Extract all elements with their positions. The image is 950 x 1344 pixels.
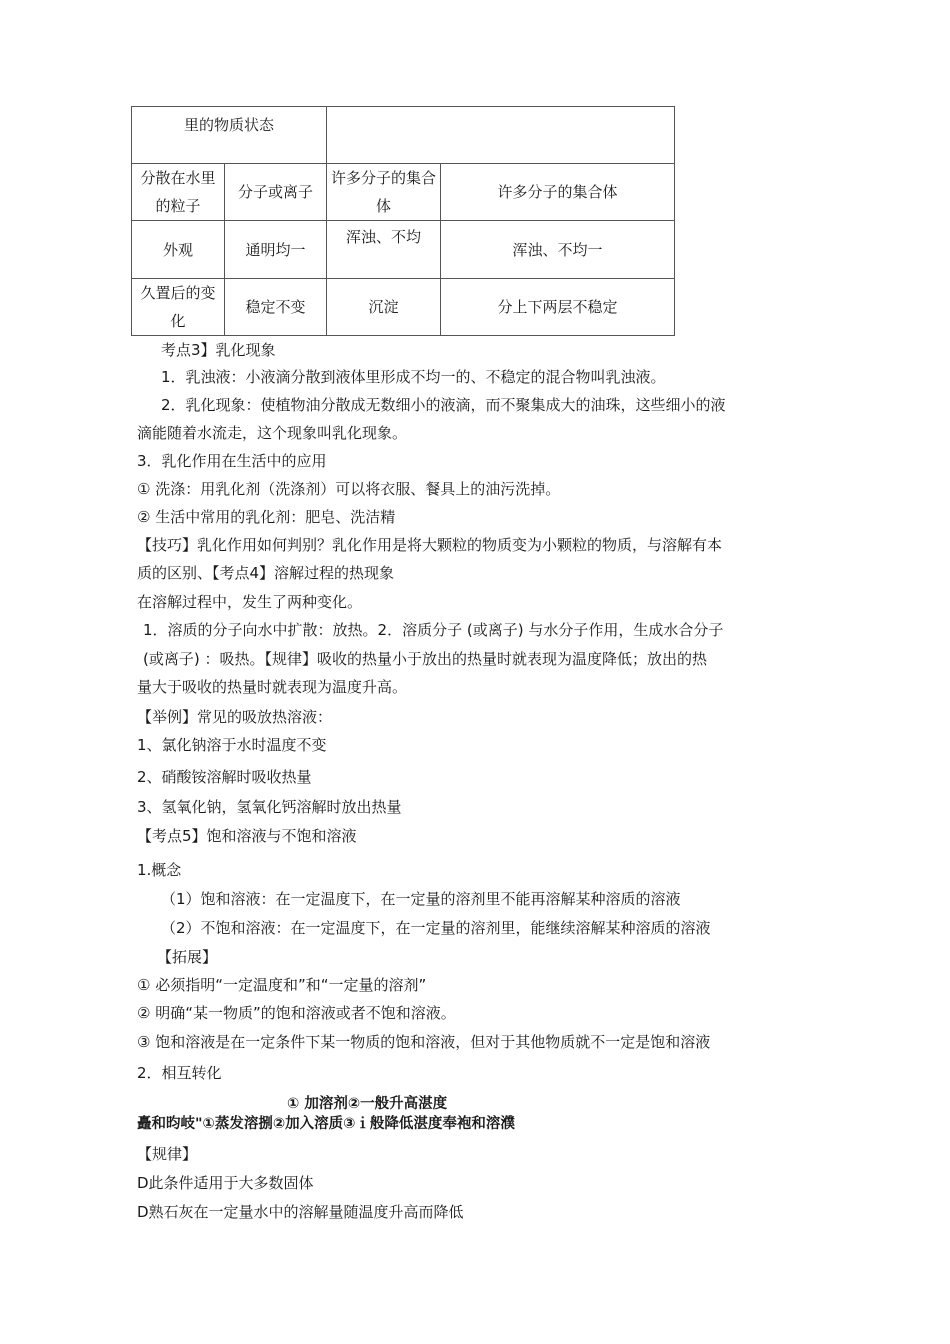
paragraph-line: 【技巧】乳化作用如何判别？乳化作用是将大颗粒的物质变为小颗粒的物质，与溶解有本 [137,536,723,554]
paragraph-line: 2．乳化现象：使植物油分散成无数细小的液滴，而不聚集成大的油珠，这些细小的液 [161,396,726,414]
table-row [132,279,675,336]
table-cell: 外观 [132,221,225,279]
paragraph-line: 量大于吸收的热量时就表现为温度升高。 [137,678,408,696]
table-cell: 浑浊、不均一 [441,221,675,279]
paragraph-line: 3．乳化作用在生活中的应用 [137,452,327,470]
table-cell: 稳定不变 [225,279,327,336]
paragraph-line: 1．乳浊液：小液滴分散到液体里形成不均一的、不稳定的混合物叫乳浊液。 [161,368,666,386]
table-cell [327,107,675,164]
conversion-diagram-text: 矗和昀岐"①蒸发溶捌②加入溶质③ｉ般降低湛度奉袍和溶濮 [137,1116,515,1132]
list-item: D此条件适用于大多数固体 [137,1174,314,1192]
paragraph-line: 2．相互转化 [137,1064,222,1082]
paragraph-line: (或离子) ：吸热。【规律】吸收的热量小于放出的热量时就表现为温度降低；放出的热 [143,650,707,668]
paragraph-line: 1．溶质的分子向水中扩散：放热。2．溶质分子 (或离子) 与水分子作用，生成水合分子 [143,621,724,639]
list-item: D熟石灰在一定量水中的溶解量随温度升高而降低 [137,1203,464,1221]
table-row [132,107,675,164]
table-cell: 分散在水里的粒子 [132,164,225,221]
table-row [132,164,675,221]
list-item: 1、氯化钠溶于水时温度不变 [137,736,327,754]
table-cell: 分上下两层不稳定 [441,279,675,336]
table-cell: 许多分子的集合体 [441,164,675,221]
table-cell: 浑浊、不均 [327,221,441,279]
table-cell: 许多分子的集合体 [327,164,441,221]
section-heading: 【考点5】饱和溶液与不饱和溶液 [137,827,357,845]
list-item: ② 生活中常用的乳化剂：肥皂、洗洁精 [137,508,396,526]
colloid-comparison-table [131,106,675,336]
list-item: ② 明确“某一物质”的饱和溶液或者不饱和溶液。 [137,1004,456,1022]
list-item: ① 洗涤：用乳化剂（洗涤剂）可以将衣服、餐具上的油污洗掉。 [137,480,561,498]
table-cell: 通明均一 [225,221,327,279]
list-item: ① 必须指明“一定温度和”和“一定量的溶剂” [137,976,427,994]
paragraph-line: 【举例】常见的吸放热溶液： [137,708,333,726]
section-heading: 考点3】乳化现象 [161,341,276,359]
paragraph-line: 在溶解过程中，发生了两种变化。 [137,593,363,611]
paragraph-line: （1）饱和溶液：在一定温度下，在一定量的溶剂里不能再溶解某种溶质的溶液 [161,890,681,908]
paragraph-line: 质的区别、【考点4】溶解过程的热现象 [137,564,395,582]
paragraph-line: 【拓展】 [157,948,218,966]
paragraph-line: 【规律】 [137,1145,198,1163]
paragraph-line: （2）不饱和溶液：在一定温度下，在一定量的溶剂里，能继续溶解某种溶质的溶液 [161,919,711,937]
table-cell: 分子或离子 [225,164,327,221]
table-cell: 久置后的变化 [132,279,225,336]
table-cell: 沉淀 [327,279,441,336]
list-item: 3、氢氧化钠，氢氧化钙溶解时放出热量 [137,798,402,816]
list-item: ③ 饱和溶液是在一定条件下某一物质的饱和溶液，但对于其他物质就不一定是饱和溶液 [137,1033,711,1051]
paragraph-line: 1.概念 [137,861,182,879]
paragraph-line: 滴能随着水流走，这个现象叫乳化现象。 [137,424,408,442]
list-item: 2、硝酸铵溶解时吸收热量 [137,768,312,786]
table-cell: 里的物质状态 [132,107,327,164]
conversion-diagram-text: ① 加溶剂②一般升高湛度 [287,1096,448,1112]
table-row [132,221,675,279]
